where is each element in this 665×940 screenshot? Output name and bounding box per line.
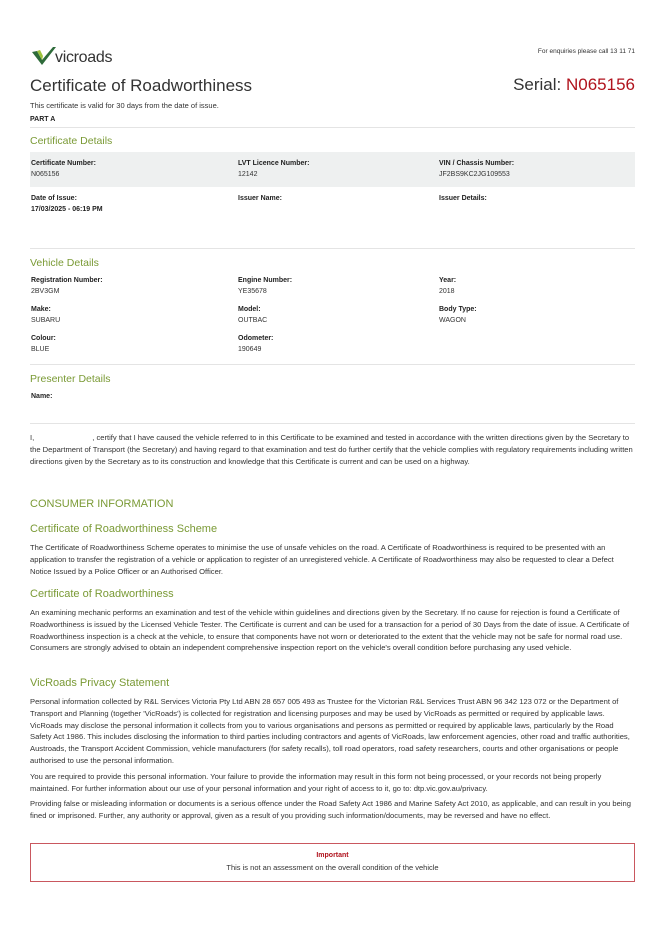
model-value: OUTBAC xyxy=(238,317,268,324)
presenter-name-label: Name: xyxy=(31,393,53,400)
divider xyxy=(30,364,635,365)
privacy-text-1: Personal information collected by R&L Services Victoria Pty Ltd ABN 28 657 005 493 as Trustee for the Victorian R&L Services Trust ABN 96 342 123 072 or the Department of Transport and Planning (together 'VicRoads') is collected for registration and licensing purposes and may be used by VicRoads as permitted or required by applicable laws. VicRoads may disclose the personal information it collects from you to various organisations and persons as permitted or required by applicable laws, particularly by the Road Safety Act 1986. This includes disclosing the information to third parties including contractors and agents of VicRoads, law enforcement agencies, other road and traffic authorities, Austroads, the Transport Accident Commission, vehicle manufacturers (for safety recalls), toll road operators, road safety researchers, courts and other organisations or people authorised to use the personal information. xyxy=(30,697,630,765)
logo-text: vicroads xyxy=(55,49,113,66)
serial-label: Serial: xyxy=(513,75,566,94)
make-label: Make: xyxy=(31,306,51,313)
declaration-body: , certify that I have caused the vehicle referred to in this Certificate to be examined and tested in accordance with the written directions given by the Secretary to the Department of Transport (the Secretary) and having regard to that examination and test do further certify that the vehicle complies with regulatory requirements including written directions given by the Secretary as to its construction and knowledge that this Certificate is current and can be used on a highway. xyxy=(30,433,633,466)
validity-text: This certificate is valid for 30 days from the date of issue. xyxy=(30,101,219,110)
certificate-number-value: N065156 xyxy=(31,171,60,178)
engine-number-label: Engine Number: xyxy=(238,277,293,284)
divider xyxy=(30,423,635,424)
odometer-value: 190649 xyxy=(238,346,262,353)
issuer-details-label: Issuer Details: xyxy=(439,195,487,202)
lvt-licence-value: 12142 xyxy=(238,171,258,178)
declaration-prefix: I, xyxy=(30,433,35,442)
colour-value: BLUE xyxy=(31,346,50,353)
important-notice xyxy=(30,843,635,882)
section-heading-vehicle-details: Vehicle Details xyxy=(30,257,99,269)
certificate-heading: Certificate of Roadworthiness xyxy=(30,588,174,600)
section-heading-certificate-details: Certificate Details xyxy=(30,135,113,147)
divider xyxy=(30,248,635,249)
certificate-number-label: Certificate Number: xyxy=(31,160,96,167)
certificate-text: An examining mechanic performs an examination and test of the vehicle within guidelines and directions given by the Secretary. If no cause for rejection is found a Certificate of Roadworthiness is issued by the Licensed Vehicle Tester. The Certificate is current and can be used for a transaction for a period of 30 Days from the date of issue. A Certificate of Roadworthiness inspection is a check at the vehicle, to ensure that components have not worn or deteriorated to the extent that the vehicle may not be safe for normal road use. Consumers are strongly advised to obtain an independent comprehensive inspection report on the vehicle's overall condition before purchasing any used vehicle. xyxy=(30,608,630,653)
declaration-text xyxy=(30,432,635,467)
body-type-label: Body Type: xyxy=(439,306,477,313)
vehicle-row-2 xyxy=(30,302,635,330)
vicroads-logo xyxy=(31,46,112,66)
colour-label: Colour: xyxy=(31,335,56,342)
year-value: 2018 xyxy=(439,288,455,295)
vicroads-tick-icon xyxy=(31,46,57,66)
privacy-text-2: You are required to provide this personal information. Your failure to provide the information may result in this form not being processed, or your records not being properly maintained. For further information about our use of your personal information and your right of access to it, go to: dtp.vic.gov.au/privacy. xyxy=(30,772,602,793)
page-title: Certificate of Roadworthiness xyxy=(30,76,253,95)
important-title: Important xyxy=(316,852,349,859)
make-value: SUBARU xyxy=(31,317,61,324)
odometer-label: Odometer: xyxy=(238,335,274,342)
scheme-text: The Certificate of Roadworthiness Scheme operates to minimise the use of unsafe vehicles on the road. A Certificate of Roadworthiness is required to be presented with an application to transfer the registration of a vehicle or application to register of an unregistered vehicle. A Certificate of Roadworthiness may also be requested to clear a Defect Notice Issued by a Police Officer or an Authorised Officer. xyxy=(30,543,614,576)
date-of-issue-value: 17/03/2025 - 06:19 PM xyxy=(31,206,103,213)
privacy-text-3: Providing false or misleading information or documents is a serious offence under the Road Safety Act 1986 and Marine Safety Act 2010, as applicable, and can result in you being fined or imprisoned. Further, any authority or approval, given as a result of you providing such information/documents, may be reversed and have no effect. xyxy=(30,799,631,820)
privacy-heading: VicRoads Privacy Statement xyxy=(30,677,170,689)
lvt-licence-label: LVT Licence Number: xyxy=(238,160,310,167)
scheme-heading: Certificate of Roadworthiness Scheme xyxy=(30,523,218,535)
model-label: Model: xyxy=(238,306,261,313)
certificate-details-band xyxy=(30,152,635,187)
registration-value: 2BV3GM xyxy=(31,288,60,295)
part-label: PART A xyxy=(30,116,56,123)
registration-label: Registration Number: xyxy=(31,277,103,284)
vin-label: VIN / Chassis Number: xyxy=(439,160,515,167)
vin-value: JF2BS9KC2JG109553 xyxy=(439,171,510,178)
important-text: This is not an assessment on the overall condition of the vehicle xyxy=(226,863,439,872)
divider xyxy=(30,127,635,128)
engine-number-value: YE35678 xyxy=(238,288,267,295)
year-label: Year: xyxy=(439,277,457,284)
body-type-value: WAGON xyxy=(439,317,466,324)
consumer-information-heading: CONSUMER INFORMATION xyxy=(30,498,174,510)
date-of-issue-label: Date of Issue: xyxy=(31,195,77,202)
section-heading-presenter-details: Presenter Details xyxy=(30,373,111,385)
issuer-name-label: Issuer Name: xyxy=(238,195,282,202)
serial xyxy=(513,75,635,95)
serial-number: N065156 xyxy=(565,75,635,94)
enquiries-text: For enquiries please call 13 11 71 xyxy=(537,48,635,55)
